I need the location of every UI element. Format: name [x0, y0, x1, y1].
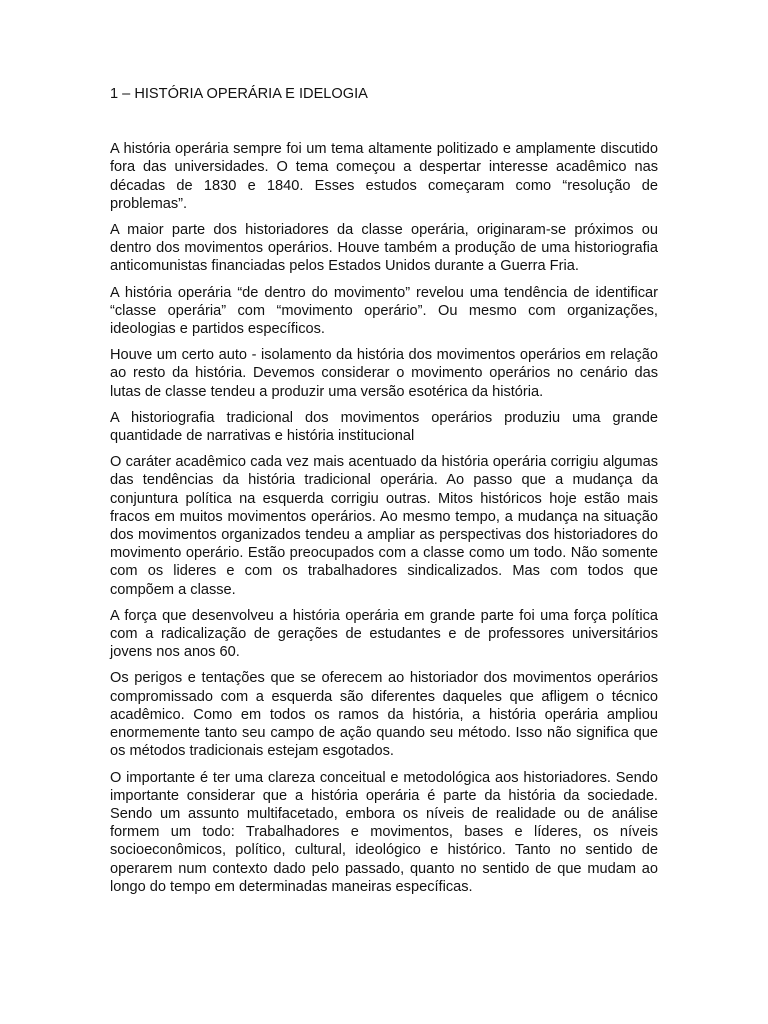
paragraph-1: A história operária sempre foi um tema altamente politizado e amplamente discutido fora das universidades. O tema começou a despertar interesse acadêmico nas décadas de 1830 e 1840. Esses estudos começaram como “resolução de problemas”. [110, 141, 658, 212]
paragraph-5: A historiografia tradicional dos movimentos operários produziu uma grande quantidade de narrativas e história institucional [110, 409, 658, 445]
page-title: 1 – HISTÓRIA OPERÁRIA E IDELOGIA [110, 86, 368, 102]
paragraph-6: O caráter acadêmico cada vez mais acentuado da história operária corrigiu algumas das tendências da história tradicional operária. Ao passo que a mudança da conjuntura política na esquerda corrigiu outras. Mitos históricos hoje estão mais fracos em muitos movimentos operários. Ao mesmo tempo, a mudança na situação dos movimentos organizados tendeu a ampliar as perspectivas dos historiadores do movimento operário. Estão preocupados com a classe como um todo. Não somente com os lideres e com os trabalhadores sindicalizados. Mas com todos que compõem a classe. [110, 454, 658, 598]
paragraph-4: Houve um certo auto - isolamento da história dos movimentos operários em relação ao resto da história. Devemos considerar o movimento operários no cenário das lutas de classe tendeu a produzir uma versão esotérica da história. [110, 347, 658, 400]
paragraph-2: A maior parte dos historiadores da classe operária, originaram-se próximos ou dentro dos movimentos operários. Houve também a produção de uma historiografia anticomunistas financiadas pelos Estados Unidos durante a Guerra Fria. [110, 222, 658, 275]
paragraph-7: A força que desenvolveu a história operária em grande parte foi uma força política com a radicalização de gerações de estudantes e de professores universitários jovens nos anos 60. [110, 607, 658, 661]
document-body [110, 85, 658, 904]
paragraph-8: Os perigos e tentações que se oferecem ao historiador dos movimentos operários compromissado com a esquerda são diferentes daqueles que afligem o técnico acadêmico. Como em todos os ramos da história, a história operária ampliou enormemente tanto seu campo de ação quando seu método. Isso não significa que os métodos tradicionais estejam esgotados. [110, 670, 658, 760]
paragraph-9: O importante é ter uma clareza conceitual e metodológica aos historiadores. Sendo importante considerar que a história operária é parte da história da sociedade. Sendo um assunto multifacetado, embora os níveis de realidade ou de análise formem um todo: Trabalhadores e movimentos, bases e líderes, os níveis socioeconômicos, político, cultural, ideológico e histórico. Tanto no sentido de operarem num contexto dado pelo passado, quanto no sentido de que mudam ao longo do tempo em determinadas maneiras específicas. [110, 769, 658, 895]
paragraph-3: A história operária “de dentro do movimento” revelou uma tendência de identificar “classe operária” com “movimento operário”. Ou mesmo com organizações, ideologias e partidos específicos. [110, 284, 658, 338]
